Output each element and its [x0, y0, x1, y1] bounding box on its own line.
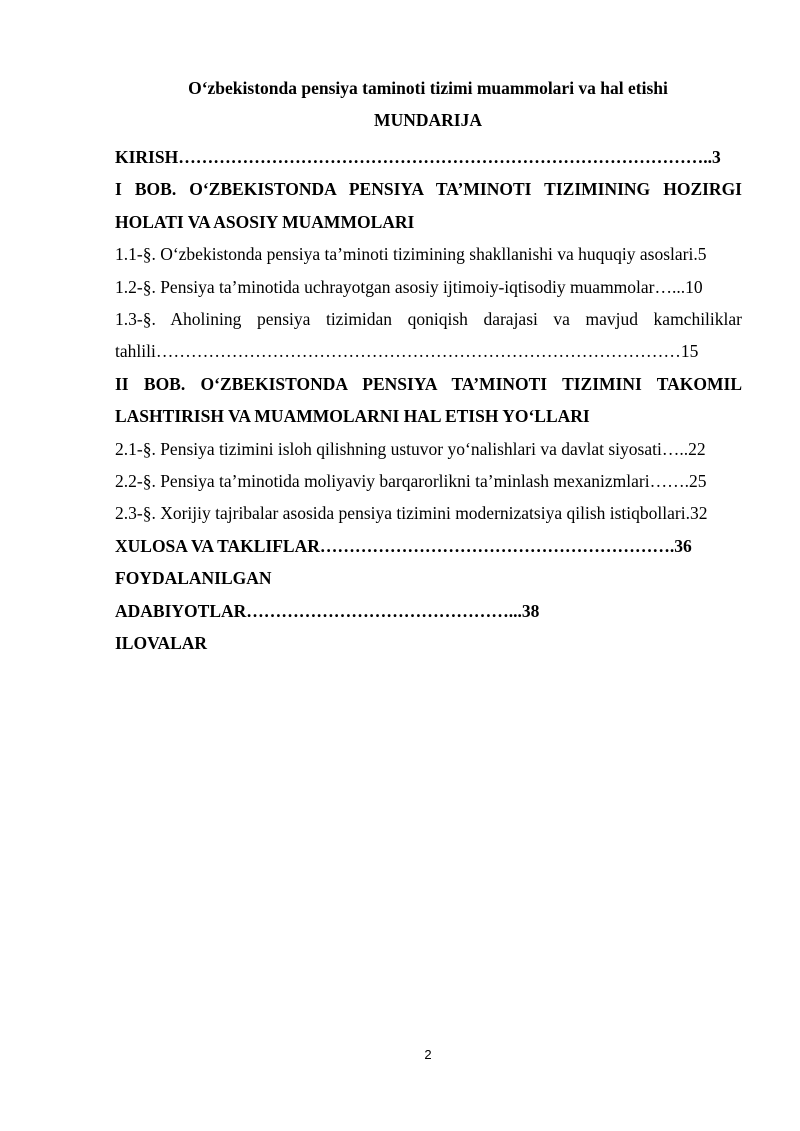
toc-entry-introduction[interactable]: KIRISH………………………………………………………………………………..3 [115, 147, 721, 167]
page-number: 2 [424, 1047, 432, 1062]
contents-heading: MUNDARIJA [374, 110, 482, 130]
toc-entry-references-line-1[interactable]: FOYDALANILGAN [115, 568, 272, 589]
toc-entry-section-2-3[interactable]: 2.3-§. Xorijiy tajribalar asosida pensiya tizimini modernizatsiya qilish istiqbollari.32 [115, 503, 708, 524]
toc-entry-section-1-1[interactable]: 1.1-§. O‘zbekistonda pensiya ta’minoti tizimining shakllanishi va huquqiy asoslari.5 [115, 244, 707, 265]
toc-entry-section-2-2[interactable]: 2.2-§. Pensiya ta’minotida moliyaviy barqarorlikni ta’minlash mexanizmlari…….25 [115, 471, 707, 492]
toc-entry-references-line-2[interactable]: ADABIYOTLAR………………………………………...38 [115, 600, 540, 621]
document-title: O‘zbekistonda pensiya taminoti tizimi muammolari va hal etishi [188, 78, 668, 98]
toc-entry-section-2-1[interactable]: 2.1-§. Pensiya tizimini isloh qilishning ustuvor yo‘nalishlari va davlat siyosati…..22 [115, 438, 706, 459]
toc-entry-appendices[interactable]: ILOVALAR [115, 633, 208, 654]
table-of-contents [115, 141, 742, 660]
toc-entry-section-1-3[interactable]: 1.3-§. Aholining pensiya tizimidan qoniqish darajasi va mavjud kamchiliklar tahlili………………………………………………………………………………15 [115, 309, 742, 362]
toc-entry-chapter-1[interactable]: I BOB. O‘ZBEKISTONDA PENSIYA TA’MINOTI TIZIMINING HOZIRGI HOLATI VA ASOSIY MUAMMOLARI [115, 179, 742, 232]
toc-entry-conclusion[interactable]: XULOSA VA TAKLIFLAR…………………………………………………….36 [115, 535, 692, 556]
toc-entry-section-1-2[interactable]: 1.2-§. Pensiya ta’minotida uchrayotgan asosiy ijtimoiy-iqtisodiy muammolar…...10 [115, 276, 703, 297]
toc-entry-chapter-2[interactable]: II BOB. O‘ZBEKISTONDA PENSIYA TA’MINOTI TIZIMINI TAKOMIL LASHTIRISH VA MUAMMOLARNI HAL ETISH YO‘LLARI [115, 373, 742, 427]
